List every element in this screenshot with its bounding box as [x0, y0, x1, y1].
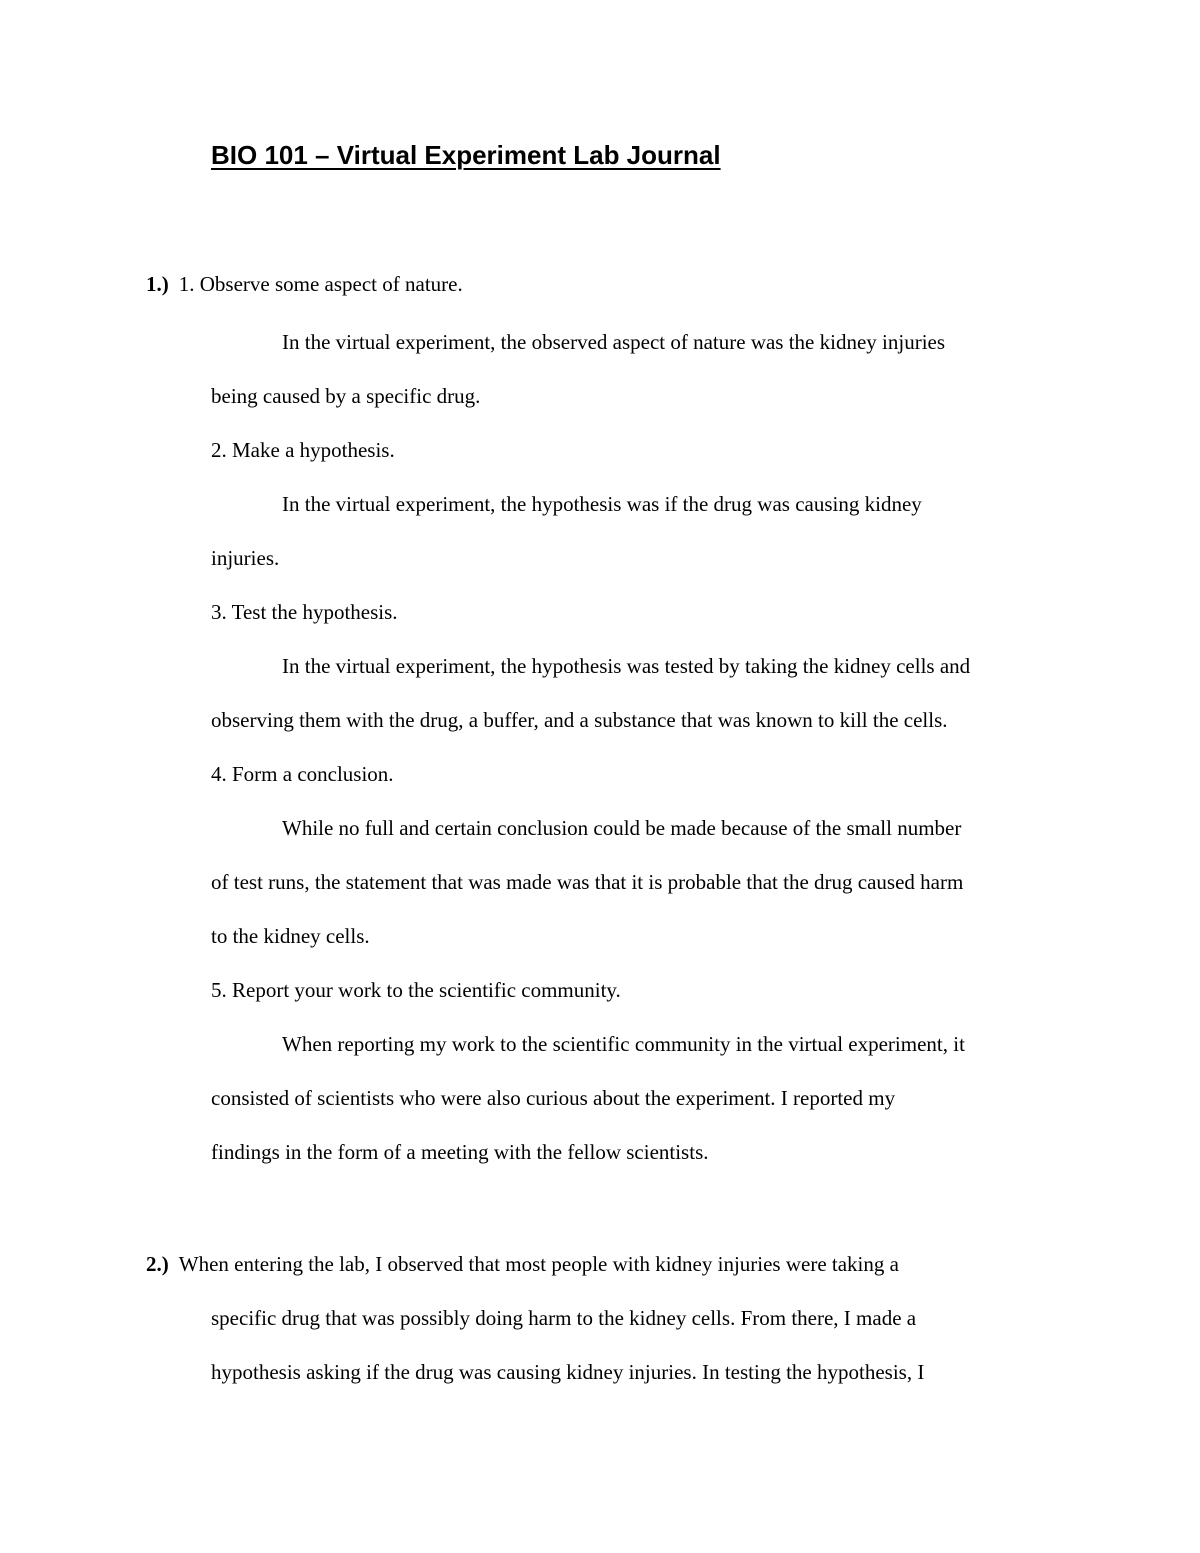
section-2-number: 2.): [146, 1252, 169, 1276]
step-4-text-line-1: While no full and certain conclusion could be made because of the small number: [282, 816, 962, 840]
section-2-text-line-3: hypothesis asking if the drug was causing kidney injuries. In testing the hypothesis, I: [211, 1360, 925, 1384]
section-2-text-line-1: When entering the lab, I observed that most people with kidney injuries were taking a: [178, 1252, 899, 1276]
step-3-heading: 3. Test the hypothesis.: [211, 600, 398, 624]
step-4-heading: 4. Form a conclusion.: [211, 762, 394, 786]
step-4-text-line-3: to the kidney cells.: [211, 924, 370, 948]
step-5-heading: 5. Report your work to the scientific community.: [211, 978, 621, 1002]
step-4-text-line-2: of test runs, the statement that was made was that it is probable that the drug caused harm: [211, 870, 964, 894]
step-2-heading: 2. Make a hypothesis.: [211, 438, 395, 462]
step-5-text-line-1: When reporting my work to the scientific community in the virtual experiment, it: [282, 1032, 965, 1056]
step-5-text-line-2: consisted of scientists who were also curious about the experiment. I reported my: [211, 1086, 896, 1110]
step-5-text-line-3: findings in the form of a meeting with the fellow scientists.: [211, 1140, 709, 1164]
section-1-first-line: [146, 270, 463, 298]
step-3-text-line-1: In the virtual experiment, the hypothesis was tested by taking the kidney cells and: [282, 654, 971, 678]
step-2-text-line-1: In the virtual experiment, the hypothesis was if the drug was causing kidney: [282, 492, 922, 516]
step-3-text-line-2: observing them with the drug, a buffer, and a substance that was known to kill the cells.: [211, 708, 948, 732]
step-2-text-line-2: injuries.: [211, 546, 280, 570]
step-1-text-line-1: In the virtual experiment, the observed aspect of nature was the kidney injuries: [282, 330, 946, 354]
step-1-text-line-2: being caused by a specific drug.: [211, 384, 481, 408]
section-2-text-line-2: specific drug that was possibly doing harm to the kidney cells. From there, I made a: [211, 1306, 917, 1330]
page-title: BIO 101 – Virtual Experiment Lab Journal: [211, 140, 721, 170]
section-1-number: 1.): [146, 272, 169, 296]
step-1-heading: 1. Observe some aspect of nature.: [178, 272, 463, 296]
section-2-first-line: [146, 1250, 899, 1278]
